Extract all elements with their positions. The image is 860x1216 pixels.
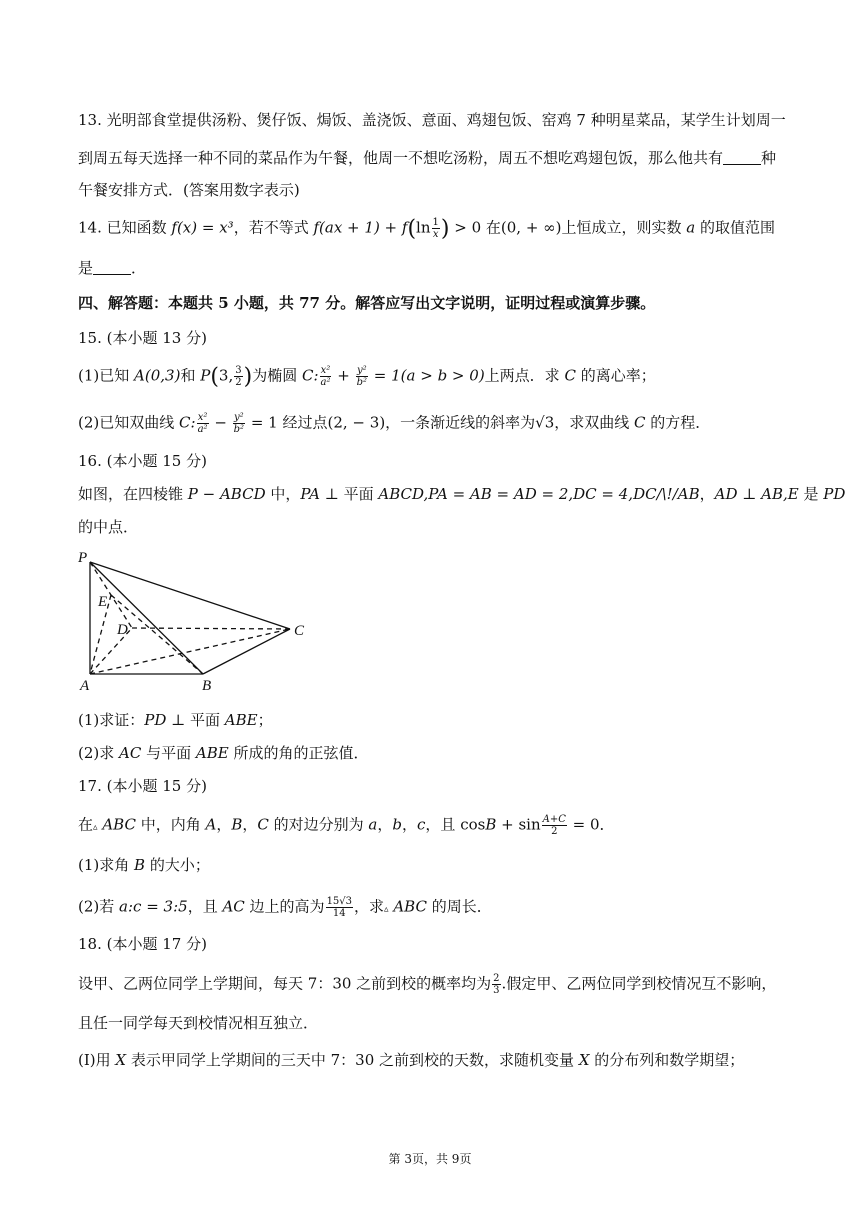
q15-part1: (1)已知 A(0,3)和 P(3, $\frac{3}{2}$ )为椭圆 C: $\frac{\text{x²}}{\text{a²}}$ + $\frac{\text{y²}}{\text{b²}}$ = 1(a > b > 0)上两点．求 C 的离心率；	[78, 364, 656, 390]
q13-line2: 到周五每天选择一种不同的菜品作为午餐，他周一不想吃汤粉，周五不想吃鸡翅包饭，那么他共有 种	[78, 149, 777, 167]
q18-heading: 18. (本小题 17 分)	[78, 935, 207, 953]
q14-line2: 是 ．	[78, 259, 147, 277]
q15-part2: (2)已知双曲线 C: $\frac{\text{x²}}{\text{a²}}$ − $\frac{\text{y²}}{\text{b²}}$ = 1 经过点(2, − 3)，一条渐近线的斜率为√3，求双曲线 C 的方程．	[78, 412, 711, 435]
q17-heading: 17. (本小题 15 分)	[78, 777, 207, 795]
edge-DC	[132, 628, 290, 629]
label-B: B	[202, 678, 212, 694]
q18-line3: (Ⅰ)用 X 表示甲同学上学期间的三天中 7：30 之前到校的天数，求随机变量 X 的分布列和数学期望；	[78, 1051, 745, 1069]
q14-line1: 14. 已知函数 f(x) = x³，若不等式 f(ax + 1) + f(ln $\frac{1}{x}$ ) > 0 在(0, + ∞)上恒成立，则实数 a 的取值范围	[78, 216, 776, 242]
edge-PC	[90, 562, 290, 629]
q18-line2: 且任一同学每天到校情况相互独立．	[78, 1014, 319, 1032]
q16-sub1: (1)求证：PD ⊥ 平面 ABE；	[78, 711, 273, 729]
label-A: A	[80, 678, 90, 694]
q17-sub2: (2)若 a:c = 3:5，且 AC 边上的高为 $\frac{15√3}{14}$ ，求▵ ABC 的周长．	[78, 896, 492, 919]
answer-blank	[723, 150, 761, 165]
q16-sub2: (2)求 AC 与平面 ABE 所成的角的正弦值．	[78, 744, 369, 762]
page-footer: 第 3页，共 9页	[388, 1152, 472, 1166]
edge-BC	[203, 629, 290, 674]
q16-heading: 16. (本小题 15 分)	[78, 452, 207, 470]
q16-line1: 如图，在四棱锥 P − ABCD 中，PA ⊥ 平面 ABCD,PA = AB = AD = 2,DC = 4,DC/\!/AB，AD ⊥ AB,E 是 PD	[78, 485, 846, 503]
q17-sub1: (1)求角 B 的大小；	[78, 856, 210, 874]
edge-PB	[90, 562, 203, 674]
label-P: P	[78, 550, 88, 566]
label-D: D	[117, 622, 128, 638]
label-C: C	[294, 623, 305, 639]
label-E: E	[98, 594, 108, 610]
q13-line3: 午餐安排方式．(答案用数字表示)	[78, 181, 300, 199]
pyramid-figure	[70, 548, 320, 696]
answer-blank	[93, 260, 131, 275]
q18-line1: 设甲、乙两位同学上学期间，每天 7：30 之前到校的概率均为 $\frac{2}{3}$ .假定甲、乙两位同学到校情况互不影响，	[78, 973, 777, 996]
q16-line2: 的中点．	[78, 518, 139, 536]
q15-heading: 15. (本小题 13 分)	[78, 329, 207, 347]
q17-line1: 在▵ ABC 中，内角 A，B，C 的对边分别为 a，b，c，且 cosB + sin $\frac{A+C}{2}$ = 0．	[78, 814, 615, 837]
q13-line1: 13. 光明部食堂提供汤粉、煲仔饭、焗饭、盖浇饭、意面、鸡翅包饭、窑鸡 7 种明星菜品，某学生计划周一	[78, 111, 786, 129]
section-heading: 四、解答题：本题共 5 小题，共 77 分。解答应写出文字说明，证明过程或演算步骤。	[78, 294, 656, 312]
